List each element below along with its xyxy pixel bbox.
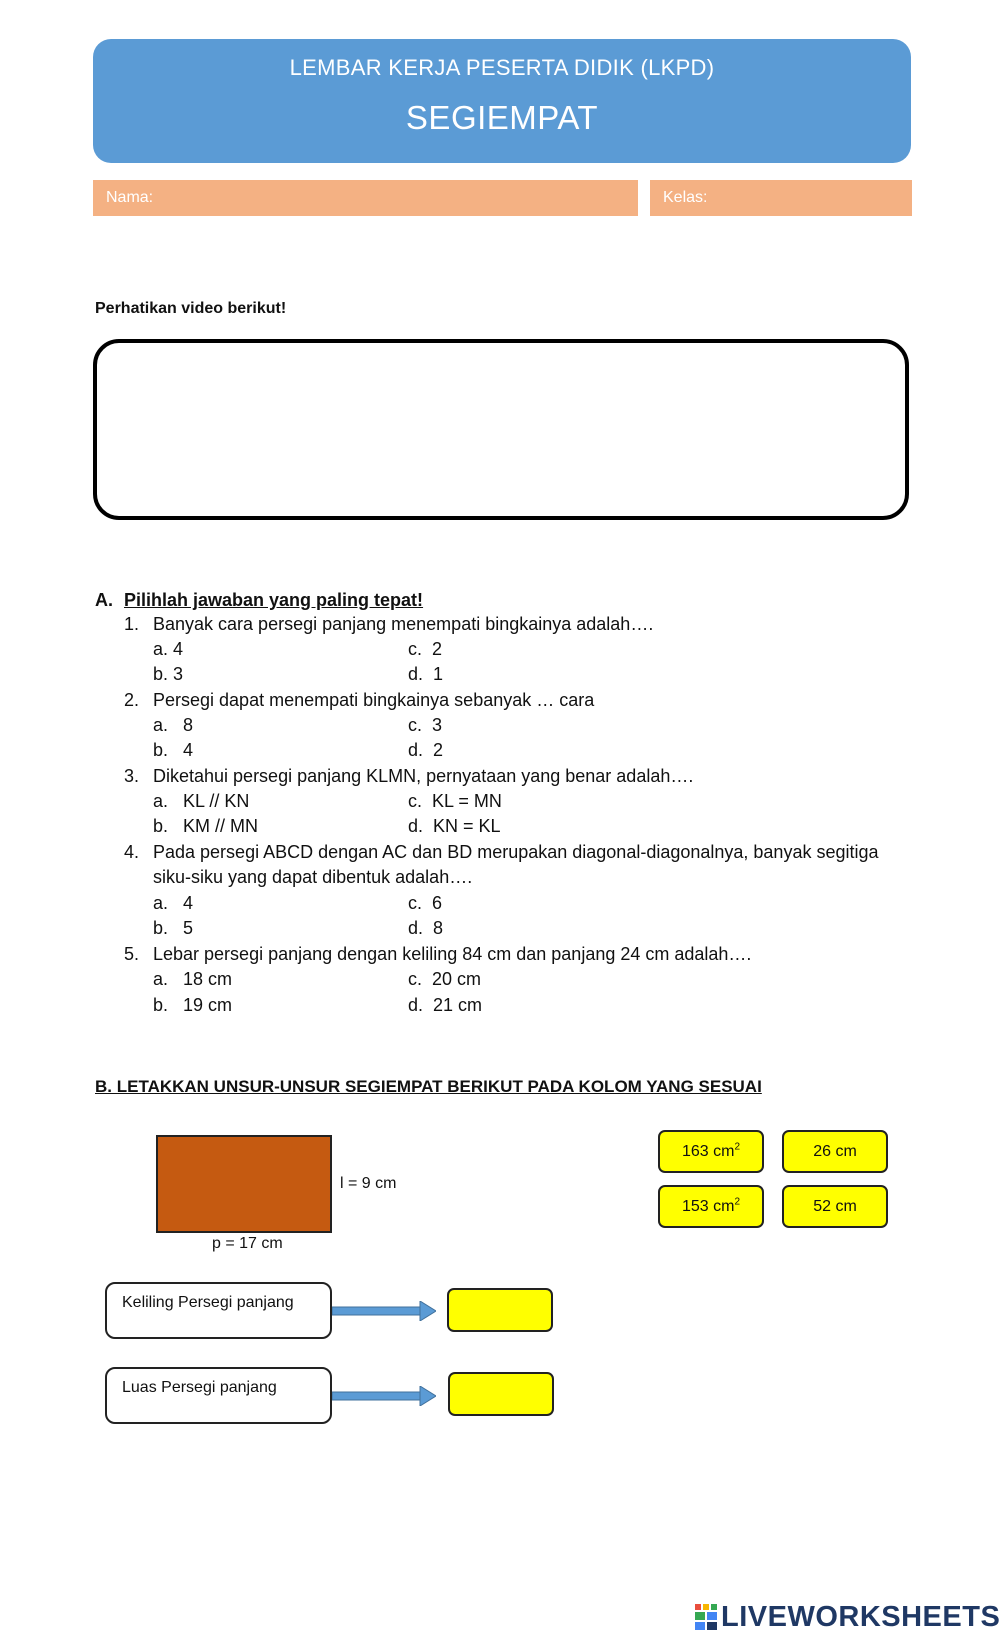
- question-number: 1.: [124, 614, 140, 634]
- liveworksheets-brand[interactable]: [695, 1600, 1000, 1634]
- area-label: Luas Persegi panjang: [122, 1379, 277, 1396]
- q2-option-c[interactable]: c. 3: [408, 715, 443, 735]
- liveworksheets-logo-icon: [695, 1604, 717, 1630]
- perimeter-label: Keliling Persegi panjang: [122, 1294, 294, 1311]
- question-3: [124, 766, 693, 787]
- question-text: Lebar persegi panjang dengan keliling 84 cm dan panjang 24 cm adalah….: [153, 944, 752, 964]
- question-2: [124, 690, 594, 711]
- q5-option-c[interactable]: c. 20 cm: [408, 969, 482, 989]
- question-text: Banyak cara persegi panjang menempati bingkainya adalah….: [153, 614, 654, 634]
- question-number: 4.: [124, 842, 140, 862]
- name-field[interactable]: [93, 180, 638, 216]
- class-field[interactable]: [650, 180, 912, 216]
- q2-option-d[interactable]: d. 2: [408, 740, 444, 760]
- q1-option-a[interactable]: a. 4: [153, 639, 184, 659]
- question-text: Diketahui persegi panjang KLMN, pernyataan yang benar adalah….: [153, 766, 694, 786]
- area-label-box: [105, 1367, 332, 1424]
- section-a-letter: A.: [95, 590, 113, 610]
- q3-option-b[interactable]: b. KM // MN: [153, 816, 259, 836]
- question-number: 5.: [124, 944, 140, 964]
- rectangle-figure: [156, 1135, 332, 1233]
- question-number: 2.: [124, 690, 140, 710]
- area-drop-zone[interactable]: [448, 1372, 554, 1416]
- q1-option-d[interactable]: d. 1: [408, 664, 444, 684]
- answer-chip-26[interactable]: 26 cm: [782, 1130, 888, 1173]
- q1-option-b[interactable]: b. 3: [153, 664, 184, 684]
- q3-option-a[interactable]: a. KL // KN: [153, 791, 250, 811]
- q5-option-d[interactable]: d. 21 cm: [408, 995, 483, 1015]
- q4-option-a[interactable]: a. 4: [153, 893, 194, 913]
- class-field-label: Kelas:: [663, 189, 708, 206]
- answer-chip-52[interactable]: 52 cm: [782, 1185, 888, 1228]
- q3-option-c[interactable]: c. KL = MN: [408, 791, 502, 811]
- question-text: Pada persegi ABCD dengan AC dan BD merupakan diagonal-diagonalnya, banyak segitiga: [153, 842, 879, 862]
- q2-option-b[interactable]: b. 4: [153, 740, 194, 760]
- q2-option-a[interactable]: a. 8: [153, 715, 194, 735]
- answer-chip-163[interactable]: 163 $cm^2$: [658, 1130, 764, 1173]
- q4-option-c[interactable]: c. 6: [408, 893, 443, 913]
- header-subtitle: LEMBAR KERJA PESERTA DIDIK (LKPD): [289, 55, 715, 80]
- question-text: Persegi dapat menempati bingkainya sebanyak … cara: [153, 690, 595, 710]
- video-player[interactable]: [93, 339, 909, 520]
- section-a-title: Pilihlah jawaban yang paling tepat!: [124, 590, 424, 610]
- page-title: SEGIEMPAT: [405, 99, 599, 136]
- arrow-right-icon: [332, 1301, 436, 1321]
- question-4: [124, 842, 879, 863]
- arrow-right-icon: [332, 1386, 436, 1406]
- section-a-heading: [95, 590, 423, 611]
- answer-chip-153[interactable]: 153 $cm^2$: [658, 1185, 764, 1228]
- perimeter-label-box: [105, 1282, 332, 1339]
- header-banner: [93, 39, 911, 163]
- q5-option-a[interactable]: a. 18 cm: [153, 969, 233, 989]
- q4-option-d[interactable]: d. 8: [408, 918, 444, 938]
- question-text-continued: siku-siku yang dapat dibentuk adalah….: [153, 867, 473, 887]
- q5-option-b[interactable]: b. 19 cm: [153, 995, 233, 1015]
- video-instruction: Perhatikan video berikut!: [95, 300, 287, 317]
- question-5: [124, 944, 751, 965]
- question-number: 3.: [124, 766, 140, 786]
- width-label: l = 9 cm: [340, 1175, 397, 1192]
- name-field-label: Nama:: [106, 189, 154, 206]
- section-b-heading: B. LETAKKAN UNSUR-UNSUR SEGIEMPAT BERIKUT PADA KOLOM YANG SESUAI: [95, 1077, 762, 1096]
- brand-name: LIVEWORKSHEETS: [721, 1600, 1000, 1633]
- q1-option-c[interactable]: c. 2: [408, 639, 443, 659]
- length-label: p = 17 cm: [212, 1235, 283, 1252]
- q3-option-d[interactable]: d. KN = KL: [408, 816, 501, 836]
- question-1: [124, 614, 653, 635]
- perimeter-drop-zone[interactable]: [447, 1288, 553, 1332]
- q4-option-b[interactable]: b. 5: [153, 918, 194, 938]
